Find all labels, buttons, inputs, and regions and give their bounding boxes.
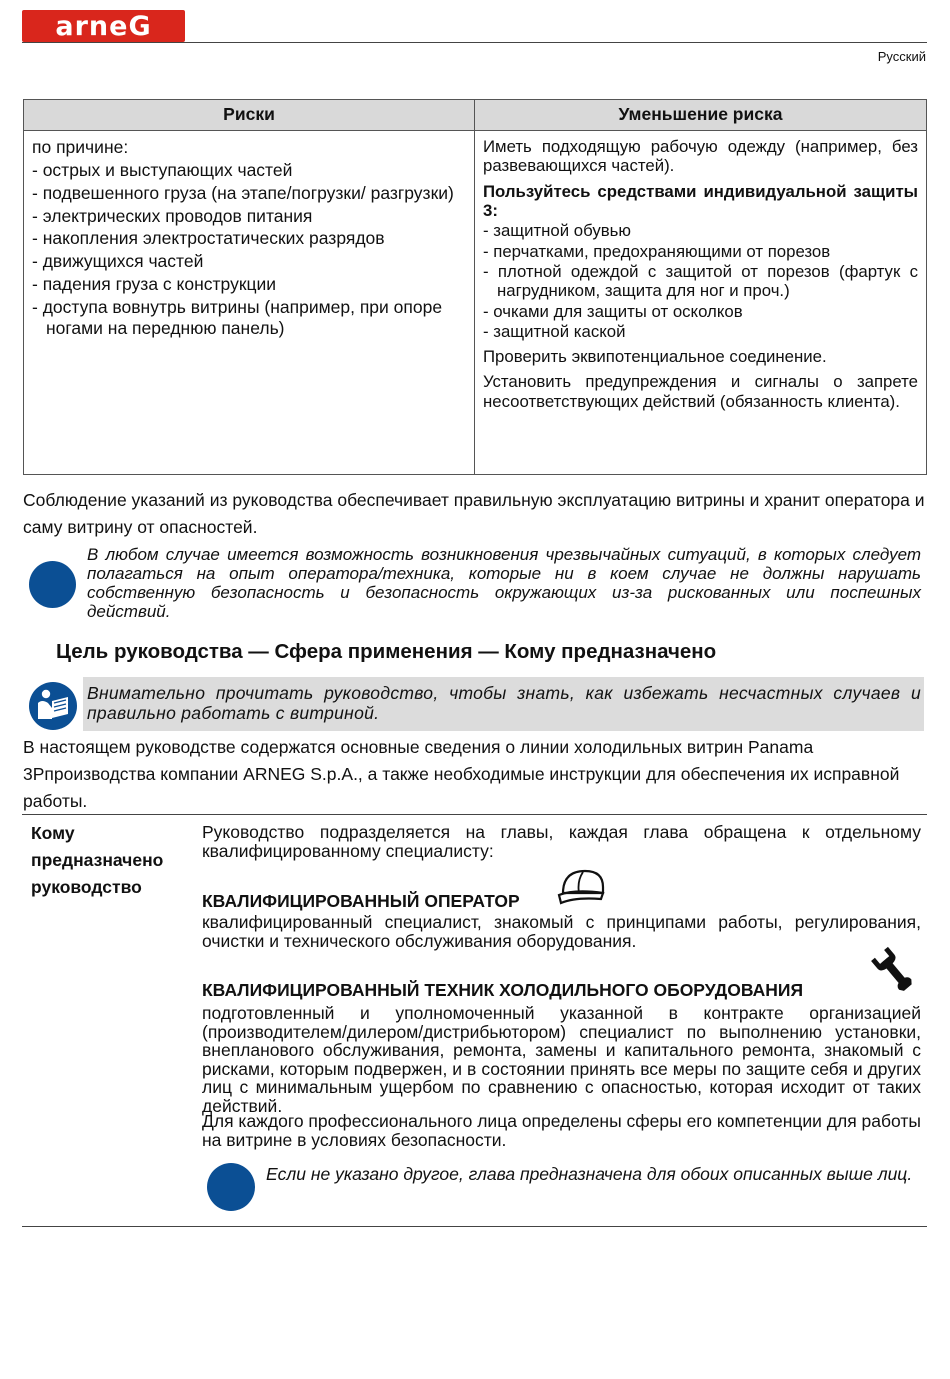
header-divider (22, 42, 927, 43)
logo-text: arneG (55, 10, 152, 42)
risk-item: - доступа вовнутрь витрины (например, при опоре ногами на переднюю панель) (32, 296, 443, 339)
chapters-text: Руководство подразделяется на главы, каждая глава обращена к отдельному квалифицированному специалисту: (202, 822, 921, 861)
risks-intro: по причине: (32, 137, 129, 157)
info-dot-icon (207, 1163, 255, 1211)
ppe-item: - перчатками, предохраняющими от порезов (483, 241, 831, 261)
risk-item: - движущихся частей (32, 251, 204, 272)
cap-icon (555, 867, 607, 907)
reduction-cell (475, 131, 927, 475)
emergency-note: В любом случае имеется возможность возникновения чрезвычайных ситуаций, в которых следует полагаться на опыт оператора/техника, которые ни в коем случае не должны нарушать собственную безопасность и безопасность окружающих из-за рискованных или поспешных действий. (87, 545, 921, 621)
info-dot-icon (29, 561, 76, 608)
operator-title: КВАЛИФИЦИРОВАННЫЙ ОПЕРАТОР (202, 891, 520, 911)
read-manual-icon (28, 681, 78, 731)
risk-item: - падения груза с конструкции (32, 274, 277, 295)
language-label: Русский (877, 49, 926, 64)
section-bottom-divider (22, 1226, 927, 1227)
compliance-text: Соблюдение указаний из руководства обеспечивает правильную эксплуатацию витрины и хранит оператора и саму витрину от опасностей. (23, 490, 925, 537)
risks-cell (24, 131, 475, 475)
ppe-item: - плотной одеждой с защитой от порезов (фартук с нагрудником, защита для ног и проч.) (483, 261, 918, 301)
wrench-icon (868, 945, 918, 995)
reduction-ppe-title: Пользуйтесь средствами индивидуальной защиты 3: (483, 181, 918, 220)
section-top-divider (22, 814, 927, 815)
reduction-clothing: Иметь подходящую рабочую одежду (например, без развевающихся частей). (483, 137, 918, 176)
section-heading: Цель руководства — Сфера применения — Кому предназначено (56, 640, 717, 663)
risk-table (23, 99, 927, 475)
risk-item: - электрических проводов питания (32, 205, 313, 226)
risk-item: - накопления электростатических разрядов (32, 228, 385, 249)
col-risks-header: Риски (24, 100, 475, 131)
audience-label: Кому предназначено руководство (31, 823, 164, 897)
ppe-item: - защитной обувью (483, 221, 631, 241)
intro-text: В настоящем руководстве содержатся основные сведения о линии холодильных витрин Panama 3Рпроизводства компании ARNEG S.p.A., а также необходимые инструкции для обеспечения их исправной работы. (23, 737, 900, 811)
default-note: Если не указано другое, глава предназначена для обоих описанных выше лиц. (266, 1164, 913, 1184)
competence-text: Для каждого профессионального лица определены сферы его компетенции для работы на витрине в условиях безопасности. (202, 1111, 921, 1150)
reduction-warnings: Установить предупреждения и сигналы о запрете несоответствующих действий (обязанность клиента). (483, 372, 918, 411)
operator-text: квалифицированный специалист, знакомый с принципами работы, регулирования, очистки и технического обслуживания оборудования. (202, 912, 921, 951)
arneg-logo (22, 10, 185, 42)
ppe-item: - очками для защиты от осколков (483, 301, 743, 321)
read-manual-warning: Внимательно прочитать руководство, чтобы знать, как избежать несчастных случаев и правильно работать с витриной. (87, 683, 921, 723)
risk-item: - подвешенного груза (на этапе/погрузки/ разгрузки) (32, 182, 454, 203)
technician-text: подготовленный и уполномоченный указанной в контракте организацией (производителем/дилером/дистрибьютором) специалист по выполнению установки, внепланового обслуживания, ремонта, замены и капитального ремонта, знакомый с рисками, которым подвержен, и в состоянии принять все меры по защите себя и других лиц с минимальным ущербом по сравнению с опасностью, которая исходит от таких действий. (202, 1003, 921, 1116)
reduction-equipotential: Проверить эквипотенциальное соединение. (483, 347, 827, 367)
risk-item: - острых и выступающих частей (32, 159, 293, 180)
technician-title: КВАЛИФИЦИРОВАННЫЙ ТЕХНИК ХОЛОДИЛЬНОГО ОБОРУДОВАНИЯ (202, 980, 804, 1000)
ppe-item: - защитной каской (483, 321, 626, 341)
col-reduction-header: Уменьшение риска (475, 100, 927, 131)
